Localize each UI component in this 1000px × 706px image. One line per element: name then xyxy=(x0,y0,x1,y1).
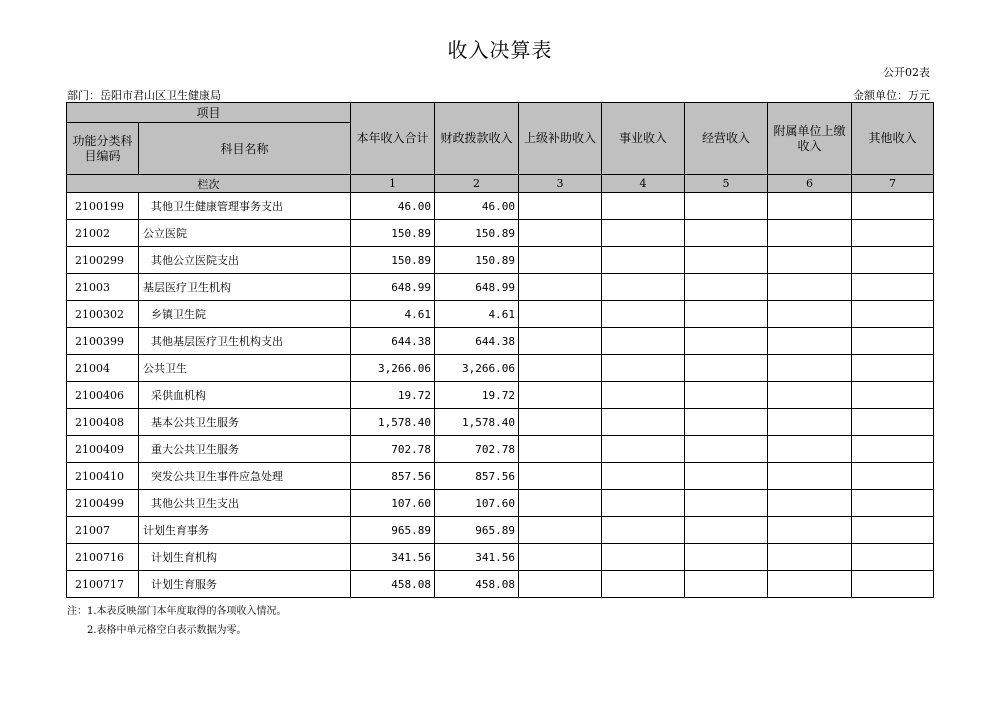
affiliated-unit-cell xyxy=(768,328,852,355)
business-income-cell xyxy=(602,382,685,409)
code-cell: 21007 xyxy=(67,517,139,544)
total-income-cell: 1,578.40 xyxy=(351,409,435,436)
business-income-cell xyxy=(602,544,685,571)
total-income-cell: 644.38 xyxy=(351,328,435,355)
name-cell: 采供血机构 xyxy=(139,382,351,409)
business-income-cell xyxy=(602,517,685,544)
operating-income-cell xyxy=(685,328,768,355)
fiscal-appropriation-cell: 4.61 xyxy=(435,301,519,328)
business-income-cell xyxy=(602,463,685,490)
total-income-cell: 341.56 xyxy=(351,544,435,571)
code-cell: 2100717 xyxy=(67,571,139,598)
table-row xyxy=(67,571,934,598)
operating-income-cell xyxy=(685,544,768,571)
fiscal-appropriation-cell: 19.72 xyxy=(435,382,519,409)
table-row xyxy=(67,382,934,409)
superior-subsidy-cell xyxy=(519,409,602,436)
operating-income-cell xyxy=(685,409,768,436)
operating-income-cell xyxy=(685,382,768,409)
name-cell: 公共卫生 xyxy=(139,355,351,382)
form-number: 公开02表 xyxy=(883,66,930,79)
code-cell: 2100299 xyxy=(67,247,139,274)
func-code-header: 功能分类科目编码 xyxy=(67,123,139,175)
notes xyxy=(67,602,287,640)
total-income-cell: 965.89 xyxy=(351,517,435,544)
business-income-cell xyxy=(602,571,685,598)
table-row xyxy=(67,355,934,382)
business-income-cell xyxy=(602,274,685,301)
other-income-cell xyxy=(852,382,934,409)
operating-income-cell xyxy=(685,463,768,490)
note-1: 注：1.本表反映部门本年度取得的各项收入情况。 xyxy=(67,606,287,617)
col-number: 6 xyxy=(768,175,852,193)
amount-unit-label: 金额单位：万元 xyxy=(853,89,930,102)
affiliated-unit-cell xyxy=(768,301,852,328)
table-row xyxy=(67,301,934,328)
name-cell: 计划生育事务 xyxy=(139,517,351,544)
name-cell: 其他基层医疗卫生机构支出 xyxy=(139,328,351,355)
total-income-cell: 107.60 xyxy=(351,490,435,517)
total-income-cell: 150.89 xyxy=(351,220,435,247)
name-cell: 重大公共卫生服务 xyxy=(139,436,351,463)
superior-subsidy-cell xyxy=(519,544,602,571)
operating-income-cell xyxy=(685,220,768,247)
total-income-cell: 46.00 xyxy=(351,193,435,220)
affiliated-unit-cell xyxy=(768,220,852,247)
operating-income-cell xyxy=(685,517,768,544)
fiscal-appropriation-cell: 648.99 xyxy=(435,274,519,301)
other-income-cell xyxy=(852,301,934,328)
name-cell: 公立医院 xyxy=(139,220,351,247)
code-cell: 2100409 xyxy=(67,436,139,463)
affiliated-unit-cell xyxy=(768,409,852,436)
code-cell: 2100199 xyxy=(67,193,139,220)
table-row xyxy=(67,463,934,490)
business-income-cell xyxy=(602,490,685,517)
name-cell: 计划生育机构 xyxy=(139,544,351,571)
affiliated-unit-cell xyxy=(768,517,852,544)
operating-income-cell xyxy=(685,436,768,463)
code-cell: 2100716 xyxy=(67,544,139,571)
other-income-cell xyxy=(852,355,934,382)
fiscal-appropriation-cell: 46.00 xyxy=(435,193,519,220)
superior-subsidy-cell xyxy=(519,517,602,544)
fiscal-appropriation-cell: 1,578.40 xyxy=(435,409,519,436)
affiliated-unit-cell xyxy=(768,571,852,598)
superior-subsidy-cell xyxy=(519,193,602,220)
other-income-cell xyxy=(852,571,934,598)
superior-subsidy-cell xyxy=(519,301,602,328)
affiliated-unit-cell xyxy=(768,355,852,382)
superior-subsidy-cell xyxy=(519,274,602,301)
col-number: 4 xyxy=(602,175,685,193)
code-cell: 21004 xyxy=(67,355,139,382)
business-income-cell xyxy=(602,301,685,328)
subject-name-header: 科目名称 xyxy=(139,123,351,175)
affiliated-unit-cell xyxy=(768,436,852,463)
affiliated-unit-cell xyxy=(768,193,852,220)
col-header-4: 事业收入 xyxy=(602,103,685,175)
other-income-cell xyxy=(852,328,934,355)
total-income-cell: 702.78 xyxy=(351,436,435,463)
operating-income-cell xyxy=(685,355,768,382)
col-header-2: 财政拨款收入 xyxy=(435,103,519,175)
department-label: 部门：岳阳市君山区卫生健康局 xyxy=(67,89,221,102)
business-income-cell xyxy=(602,328,685,355)
table-row xyxy=(67,220,934,247)
table-row xyxy=(67,436,934,463)
code-cell: 21003 xyxy=(67,274,139,301)
fiscal-appropriation-cell: 857.56 xyxy=(435,463,519,490)
table-row xyxy=(67,517,934,544)
col-number: 3 xyxy=(519,175,602,193)
other-income-cell xyxy=(852,247,934,274)
table-row xyxy=(67,247,934,274)
name-cell: 基本公共卫生服务 xyxy=(139,409,351,436)
operating-income-cell xyxy=(685,490,768,517)
code-cell: 2100410 xyxy=(67,463,139,490)
col-header-3: 上级补助收入 xyxy=(519,103,602,175)
income-table xyxy=(66,102,934,598)
other-income-cell xyxy=(852,544,934,571)
code-cell: 2100406 xyxy=(67,382,139,409)
table-row xyxy=(67,193,934,220)
col-header-1: 本年收入合计 xyxy=(351,103,435,175)
col-header-5: 经营收入 xyxy=(685,103,768,175)
total-income-cell: 4.61 xyxy=(351,301,435,328)
superior-subsidy-cell xyxy=(519,220,602,247)
fiscal-appropriation-cell: 644.38 xyxy=(435,328,519,355)
total-income-cell: 150.89 xyxy=(351,247,435,274)
total-income-cell: 3,266.06 xyxy=(351,355,435,382)
col-number: 5 xyxy=(685,175,768,193)
business-income-cell xyxy=(602,409,685,436)
name-cell: 乡镇卫生院 xyxy=(139,301,351,328)
operating-income-cell xyxy=(685,247,768,274)
lanci-label: 栏次 xyxy=(67,175,351,193)
col-header-7: 其他收入 xyxy=(852,103,934,175)
operating-income-cell xyxy=(685,274,768,301)
business-income-cell xyxy=(602,355,685,382)
total-income-cell: 857.56 xyxy=(351,463,435,490)
name-cell: 基层医疗卫生机构 xyxy=(139,274,351,301)
superior-subsidy-cell xyxy=(519,463,602,490)
fiscal-appropriation-cell: 341.56 xyxy=(435,544,519,571)
other-income-cell xyxy=(852,517,934,544)
superior-subsidy-cell xyxy=(519,490,602,517)
table-row xyxy=(67,544,934,571)
name-cell: 其他公共卫生支出 xyxy=(139,490,351,517)
affiliated-unit-cell xyxy=(768,247,852,274)
code-cell: 2100302 xyxy=(67,301,139,328)
fiscal-appropriation-cell: 702.78 xyxy=(435,436,519,463)
total-income-cell: 648.99 xyxy=(351,274,435,301)
other-income-cell xyxy=(852,436,934,463)
affiliated-unit-cell xyxy=(768,490,852,517)
table-row xyxy=(67,409,934,436)
other-income-cell xyxy=(852,274,934,301)
other-income-cell xyxy=(852,193,934,220)
fiscal-appropriation-cell: 965.89 xyxy=(435,517,519,544)
affiliated-unit-cell xyxy=(768,382,852,409)
table-row xyxy=(67,328,934,355)
report-title: 收入决算表 xyxy=(447,38,553,62)
superior-subsidy-cell xyxy=(519,328,602,355)
name-cell: 突发公共卫生事件应急处理 xyxy=(139,463,351,490)
superior-subsidy-cell xyxy=(519,355,602,382)
total-income-cell: 19.72 xyxy=(351,382,435,409)
fiscal-appropriation-cell: 150.89 xyxy=(435,220,519,247)
fiscal-appropriation-cell: 3,266.06 xyxy=(435,355,519,382)
note-2: 2.表格中单元格空白表示数据为零。 xyxy=(87,625,247,636)
business-income-cell xyxy=(602,436,685,463)
other-income-cell xyxy=(852,409,934,436)
business-income-cell xyxy=(602,247,685,274)
superior-subsidy-cell xyxy=(519,382,602,409)
name-cell: 其他卫生健康管理事务支出 xyxy=(139,193,351,220)
fiscal-appropriation-cell: 107.60 xyxy=(435,490,519,517)
affiliated-unit-cell xyxy=(768,463,852,490)
total-income-cell: 458.08 xyxy=(351,571,435,598)
col-header-6: 附属单位上缴收入 xyxy=(768,103,852,175)
affiliated-unit-cell xyxy=(768,544,852,571)
name-cell: 其他公立医院支出 xyxy=(139,247,351,274)
table-row xyxy=(67,274,934,301)
other-income-cell xyxy=(852,490,934,517)
operating-income-cell xyxy=(685,301,768,328)
fiscal-appropriation-cell: 458.08 xyxy=(435,571,519,598)
code-cell: 2100408 xyxy=(67,409,139,436)
code-cell: 2100399 xyxy=(67,328,139,355)
code-cell: 2100499 xyxy=(67,490,139,517)
superior-subsidy-cell xyxy=(519,571,602,598)
table-row xyxy=(67,490,934,517)
other-income-cell xyxy=(852,220,934,247)
affiliated-unit-cell xyxy=(768,274,852,301)
fiscal-appropriation-cell: 150.89 xyxy=(435,247,519,274)
name-cell: 计划生育服务 xyxy=(139,571,351,598)
other-income-cell xyxy=(852,463,934,490)
operating-income-cell xyxy=(685,193,768,220)
col-number: 2 xyxy=(435,175,519,193)
item-header: 项目 xyxy=(67,103,351,123)
operating-income-cell xyxy=(685,571,768,598)
business-income-cell xyxy=(602,220,685,247)
code-cell: 21002 xyxy=(67,220,139,247)
superior-subsidy-cell xyxy=(519,436,602,463)
business-income-cell xyxy=(602,193,685,220)
col-number: 1 xyxy=(351,175,435,193)
superior-subsidy-cell xyxy=(519,247,602,274)
col-number: 7 xyxy=(852,175,934,193)
